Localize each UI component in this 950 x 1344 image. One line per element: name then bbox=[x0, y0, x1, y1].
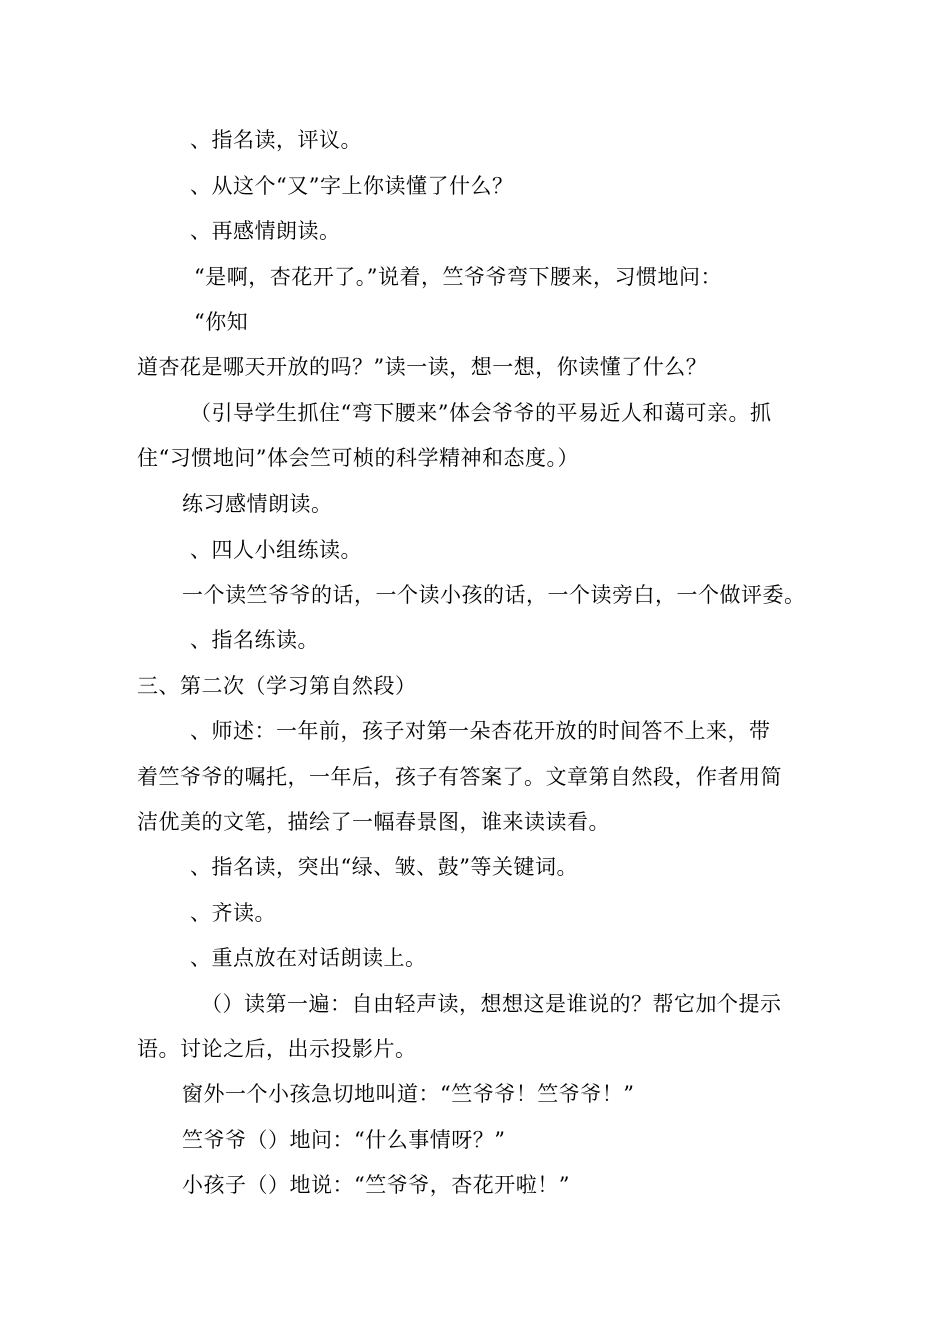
text-line: 、从这个“又”字上你读懂了什么？ bbox=[190, 174, 514, 198]
text-line: 小孩子（）地说：“竺爷爷，杏花开啦！” bbox=[182, 1173, 570, 1197]
text-line: “你知 bbox=[194, 310, 249, 334]
text-line: 一个读竺爷爷的话，一个读小孩的话，一个读旁白，一个做评委。 bbox=[182, 583, 806, 607]
text-line: 、齐读。 bbox=[190, 901, 276, 925]
text-line: 语。讨论之后，出示投影片。 bbox=[137, 1037, 417, 1061]
text-line: 窗外一个小孩急切地叫道：“竺爷爷！竺爷爷！” bbox=[182, 1082, 635, 1106]
section-heading: 三、第二次（学习第自然段） bbox=[137, 674, 417, 698]
text-line: 、师述：一年前，孩子对第一朵杏花开放的时间答不上来，带 bbox=[190, 719, 771, 743]
text-line: （）读第一遍：自由轻声读，想想这是谁说的？帮它加个提示 bbox=[201, 992, 782, 1016]
text-line: 住“习惯地问”体会竺可桢的科学精神和态度。） bbox=[137, 446, 579, 470]
text-line: 道杏花是哪天开放的吗？”读一读，想一想，你读懂了什么？ bbox=[137, 355, 708, 379]
text-line: 、指名练读。 bbox=[190, 628, 319, 652]
text-line: 洁优美的文笔，描绘了一幅春景图，谁来读读看。 bbox=[137, 810, 610, 834]
text-line: 、再感情朗读。 bbox=[190, 219, 341, 243]
text-line: 、重点放在对话朗读上。 bbox=[190, 946, 427, 970]
text-line: 练习感情朗读。 bbox=[182, 492, 333, 516]
text-line: （引导学生抓住“弯下腰来”体会爷爷的平易近人和蔼可亲。抓 bbox=[190, 401, 772, 425]
text-line: 竺爷爷（）地问：“什么事情呀？” bbox=[182, 1128, 506, 1152]
text-line: 、四人小组练读。 bbox=[190, 538, 362, 562]
text-line: 着竺爷爷的嘱托，一年后，孩子有答案了。文章第自然段，作者用简 bbox=[137, 765, 782, 789]
text-line: 、指名读，突出“绿、皱、鼓”等关键词。 bbox=[190, 855, 578, 879]
text-line: “是啊，杏花开了。”说着，竺爷爷弯下腰来，习惯地问： bbox=[194, 265, 722, 289]
text-line: 、指名读，评议。 bbox=[190, 128, 362, 152]
